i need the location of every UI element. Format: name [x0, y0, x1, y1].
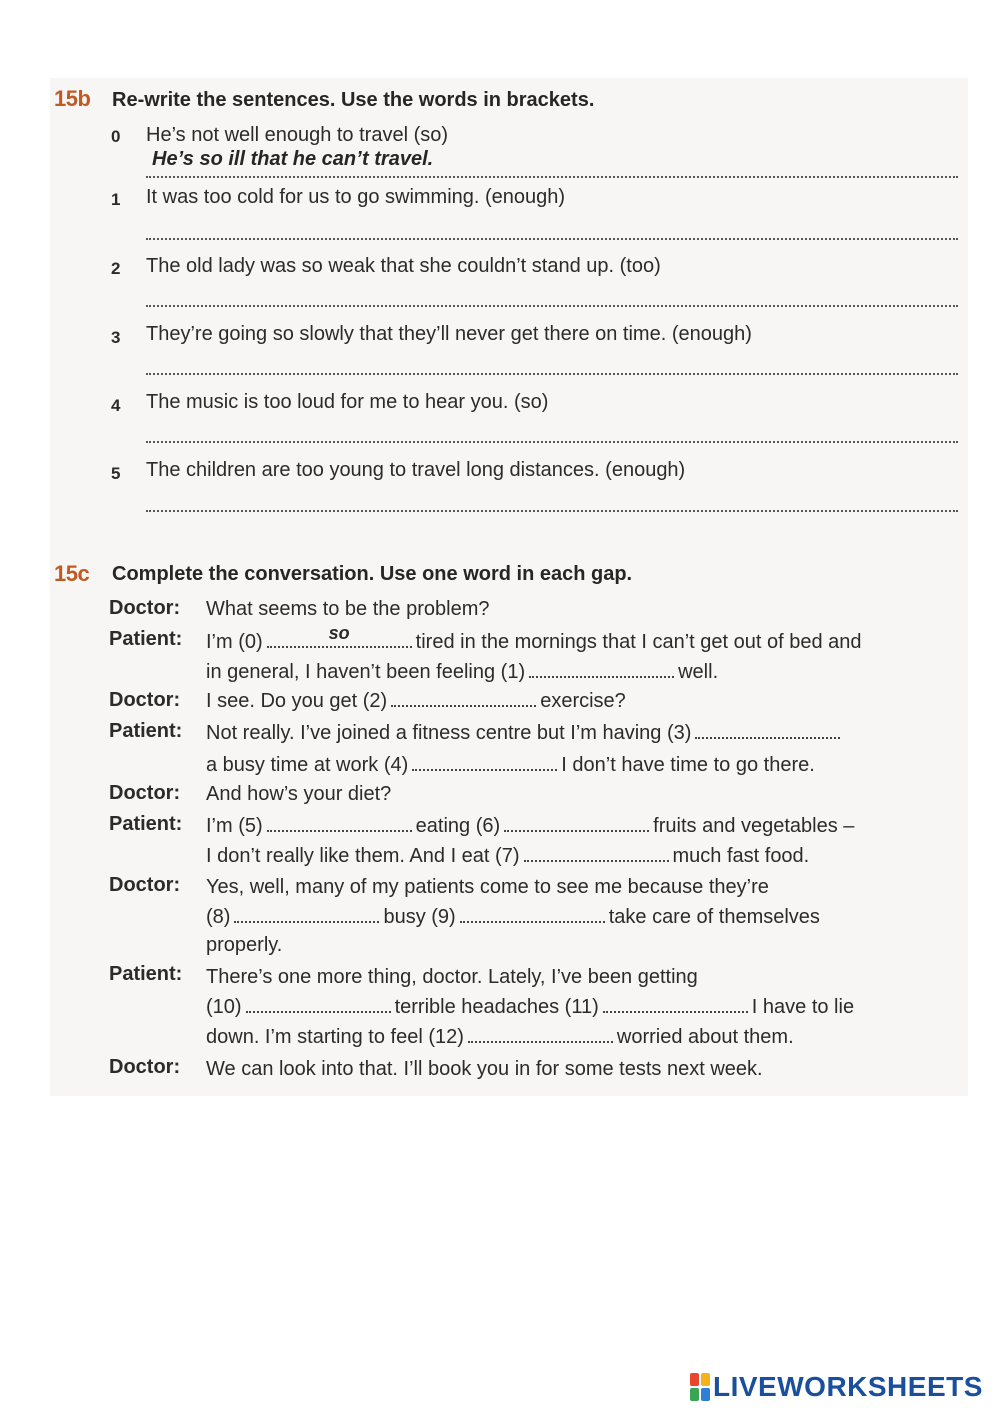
- item-number: 5: [111, 464, 121, 483]
- gap-0-answer: so: [328, 623, 350, 643]
- answer-line[interactable]: [146, 373, 958, 375]
- item-number: 3: [111, 328, 121, 347]
- item-sentence: The music is too loud for me to hear you. (so): [146, 391, 549, 413]
- logo-tile: [690, 1388, 699, 1401]
- dialogue-text: fruits and vegetables –: [653, 815, 855, 837]
- speaker-patient: Patient:: [109, 628, 183, 650]
- speaker-doctor: Doctor:: [109, 597, 181, 619]
- dialogue-line: [206, 996, 854, 1019]
- dialogue-text: busy (9): [383, 906, 456, 928]
- speaker-doctor: Doctor:: [109, 689, 181, 711]
- speaker-patient: Patient:: [109, 813, 183, 835]
- dialogue-text: I see. Do you get (2): [206, 690, 388, 712]
- dialogue-text: down. I’m starting to feel (12): [206, 1026, 464, 1048]
- dialogue-line: [206, 906, 820, 929]
- dialogue-text: eating (6): [415, 815, 501, 837]
- speaker-doctor: Doctor:: [109, 874, 181, 896]
- gap-1[interactable]: [529, 662, 674, 678]
- speaker-doctor: Doctor:: [109, 1056, 181, 1078]
- item-number: 0: [111, 127, 121, 146]
- worksheet-panel: [50, 78, 968, 1096]
- dialogue-text: (10): [206, 996, 242, 1018]
- exercise-15b-instruction: Re-write the sentences. Use the words in brackets.: [112, 89, 595, 111]
- answer-line: [146, 176, 958, 178]
- dialogue-text: a busy time at work (4): [206, 754, 409, 776]
- item-sentence: The old lady was so weak that she couldn’t stand up. (too): [146, 255, 661, 277]
- logo-tile: [701, 1388, 710, 1401]
- exercise-15c-number: 15c: [54, 561, 90, 586]
- liveworksheets-logo-icon: [690, 1373, 710, 1401]
- dialogue-text: I’m (5): [206, 815, 263, 837]
- item-sentence: He’s not well enough to travel (so): [146, 124, 449, 146]
- answer-line[interactable]: [146, 441, 958, 443]
- exercise-15b-number: 15b: [54, 86, 91, 111]
- dialogue-line: We can look into that. I’ll book you in for some tests next week.: [206, 1058, 763, 1080]
- item-sentence: They’re going so slowly that they’ll never get there on time. (enough): [146, 323, 752, 345]
- gap-8[interactable]: [234, 907, 379, 923]
- dialogue-text: exercise?: [540, 690, 626, 712]
- speaker-patient: Patient:: [109, 963, 183, 985]
- dialogue-line: And how’s your diet?: [206, 783, 392, 805]
- answer-line[interactable]: [146, 305, 958, 307]
- gap-7[interactable]: [524, 846, 669, 862]
- exercise-15c-instruction: Complete the conversation. Use one word in each gap.: [112, 563, 633, 585]
- gap-12[interactable]: [468, 1027, 613, 1043]
- liveworksheets-logo[interactable]: [690, 1371, 983, 1403]
- dialogue-line: [206, 661, 718, 684]
- example-answer: He’s so ill that he can’t travel.: [152, 148, 434, 170]
- dialogue-text: I don’t really like them. And I eat (7): [206, 845, 520, 867]
- dialogue-text: well.: [678, 661, 719, 683]
- gap-9[interactable]: [460, 907, 605, 923]
- logo-text: LIVEWORKSHEETS: [713, 1371, 983, 1402]
- dialogue-line: [206, 815, 854, 838]
- dialogue-line: [206, 722, 844, 745]
- dialogue-text: terrible headaches (11): [394, 996, 599, 1018]
- dialogue-line: [206, 623, 862, 654]
- logo-tile: [701, 1373, 710, 1386]
- speaker-patient: Patient:: [109, 720, 183, 742]
- dialogue-text: I don’t have time to go there.: [561, 754, 815, 776]
- dialogue-text: much fast food.: [672, 845, 810, 867]
- dialogue-text: I’m (0): [206, 631, 263, 653]
- dialogue-text: in general, I haven’t been feeling (1): [206, 661, 526, 683]
- dialogue-line: [206, 690, 626, 713]
- gap-0-example: [267, 623, 412, 648]
- dialogue-text: worried about them.: [616, 1026, 794, 1048]
- item-sentence: The children are too young to travel long distances. (enough): [146, 459, 686, 481]
- item-number: 4: [111, 396, 121, 415]
- gap-10[interactable]: [246, 997, 391, 1013]
- gap-5[interactable]: [267, 816, 412, 832]
- dialogue-line: properly.: [206, 934, 283, 956]
- item-number: 2: [111, 259, 121, 278]
- dialogue-text: I have to lie: [751, 996, 855, 1018]
- dialogue-line: [206, 754, 815, 777]
- speaker-doctor: Doctor:: [109, 782, 181, 804]
- dialogue-line: Yes, well, many of my patients come to see me because they’re: [206, 876, 769, 898]
- gap-2[interactable]: [391, 691, 536, 707]
- gap-4[interactable]: [412, 755, 557, 771]
- item-number: 1: [111, 190, 121, 209]
- dialogue-line: [206, 1026, 794, 1049]
- gap-3[interactable]: [695, 723, 840, 739]
- answer-line[interactable]: [146, 510, 958, 512]
- dialogue-line: There’s one more thing, doctor. Lately, I’ve been getting: [206, 966, 698, 988]
- gap-11[interactable]: [603, 997, 748, 1013]
- dialogue-text: take care of themselves: [608, 906, 820, 928]
- dialogue-text: Not really. I’ve joined a fitness centre but I’m having (3): [206, 722, 692, 744]
- dialogue-line: What seems to be the problem?: [206, 598, 490, 620]
- dialogue-text: tired in the mornings that I can’t get out of bed and: [415, 631, 862, 653]
- logo-tile: [690, 1373, 699, 1386]
- dialogue-text: (8): [206, 906, 231, 928]
- gap-6[interactable]: [504, 816, 649, 832]
- dialogue-line: [206, 845, 809, 868]
- item-sentence: It was too cold for us to go swimming. (enough): [146, 186, 566, 208]
- answer-line[interactable]: [146, 238, 958, 240]
